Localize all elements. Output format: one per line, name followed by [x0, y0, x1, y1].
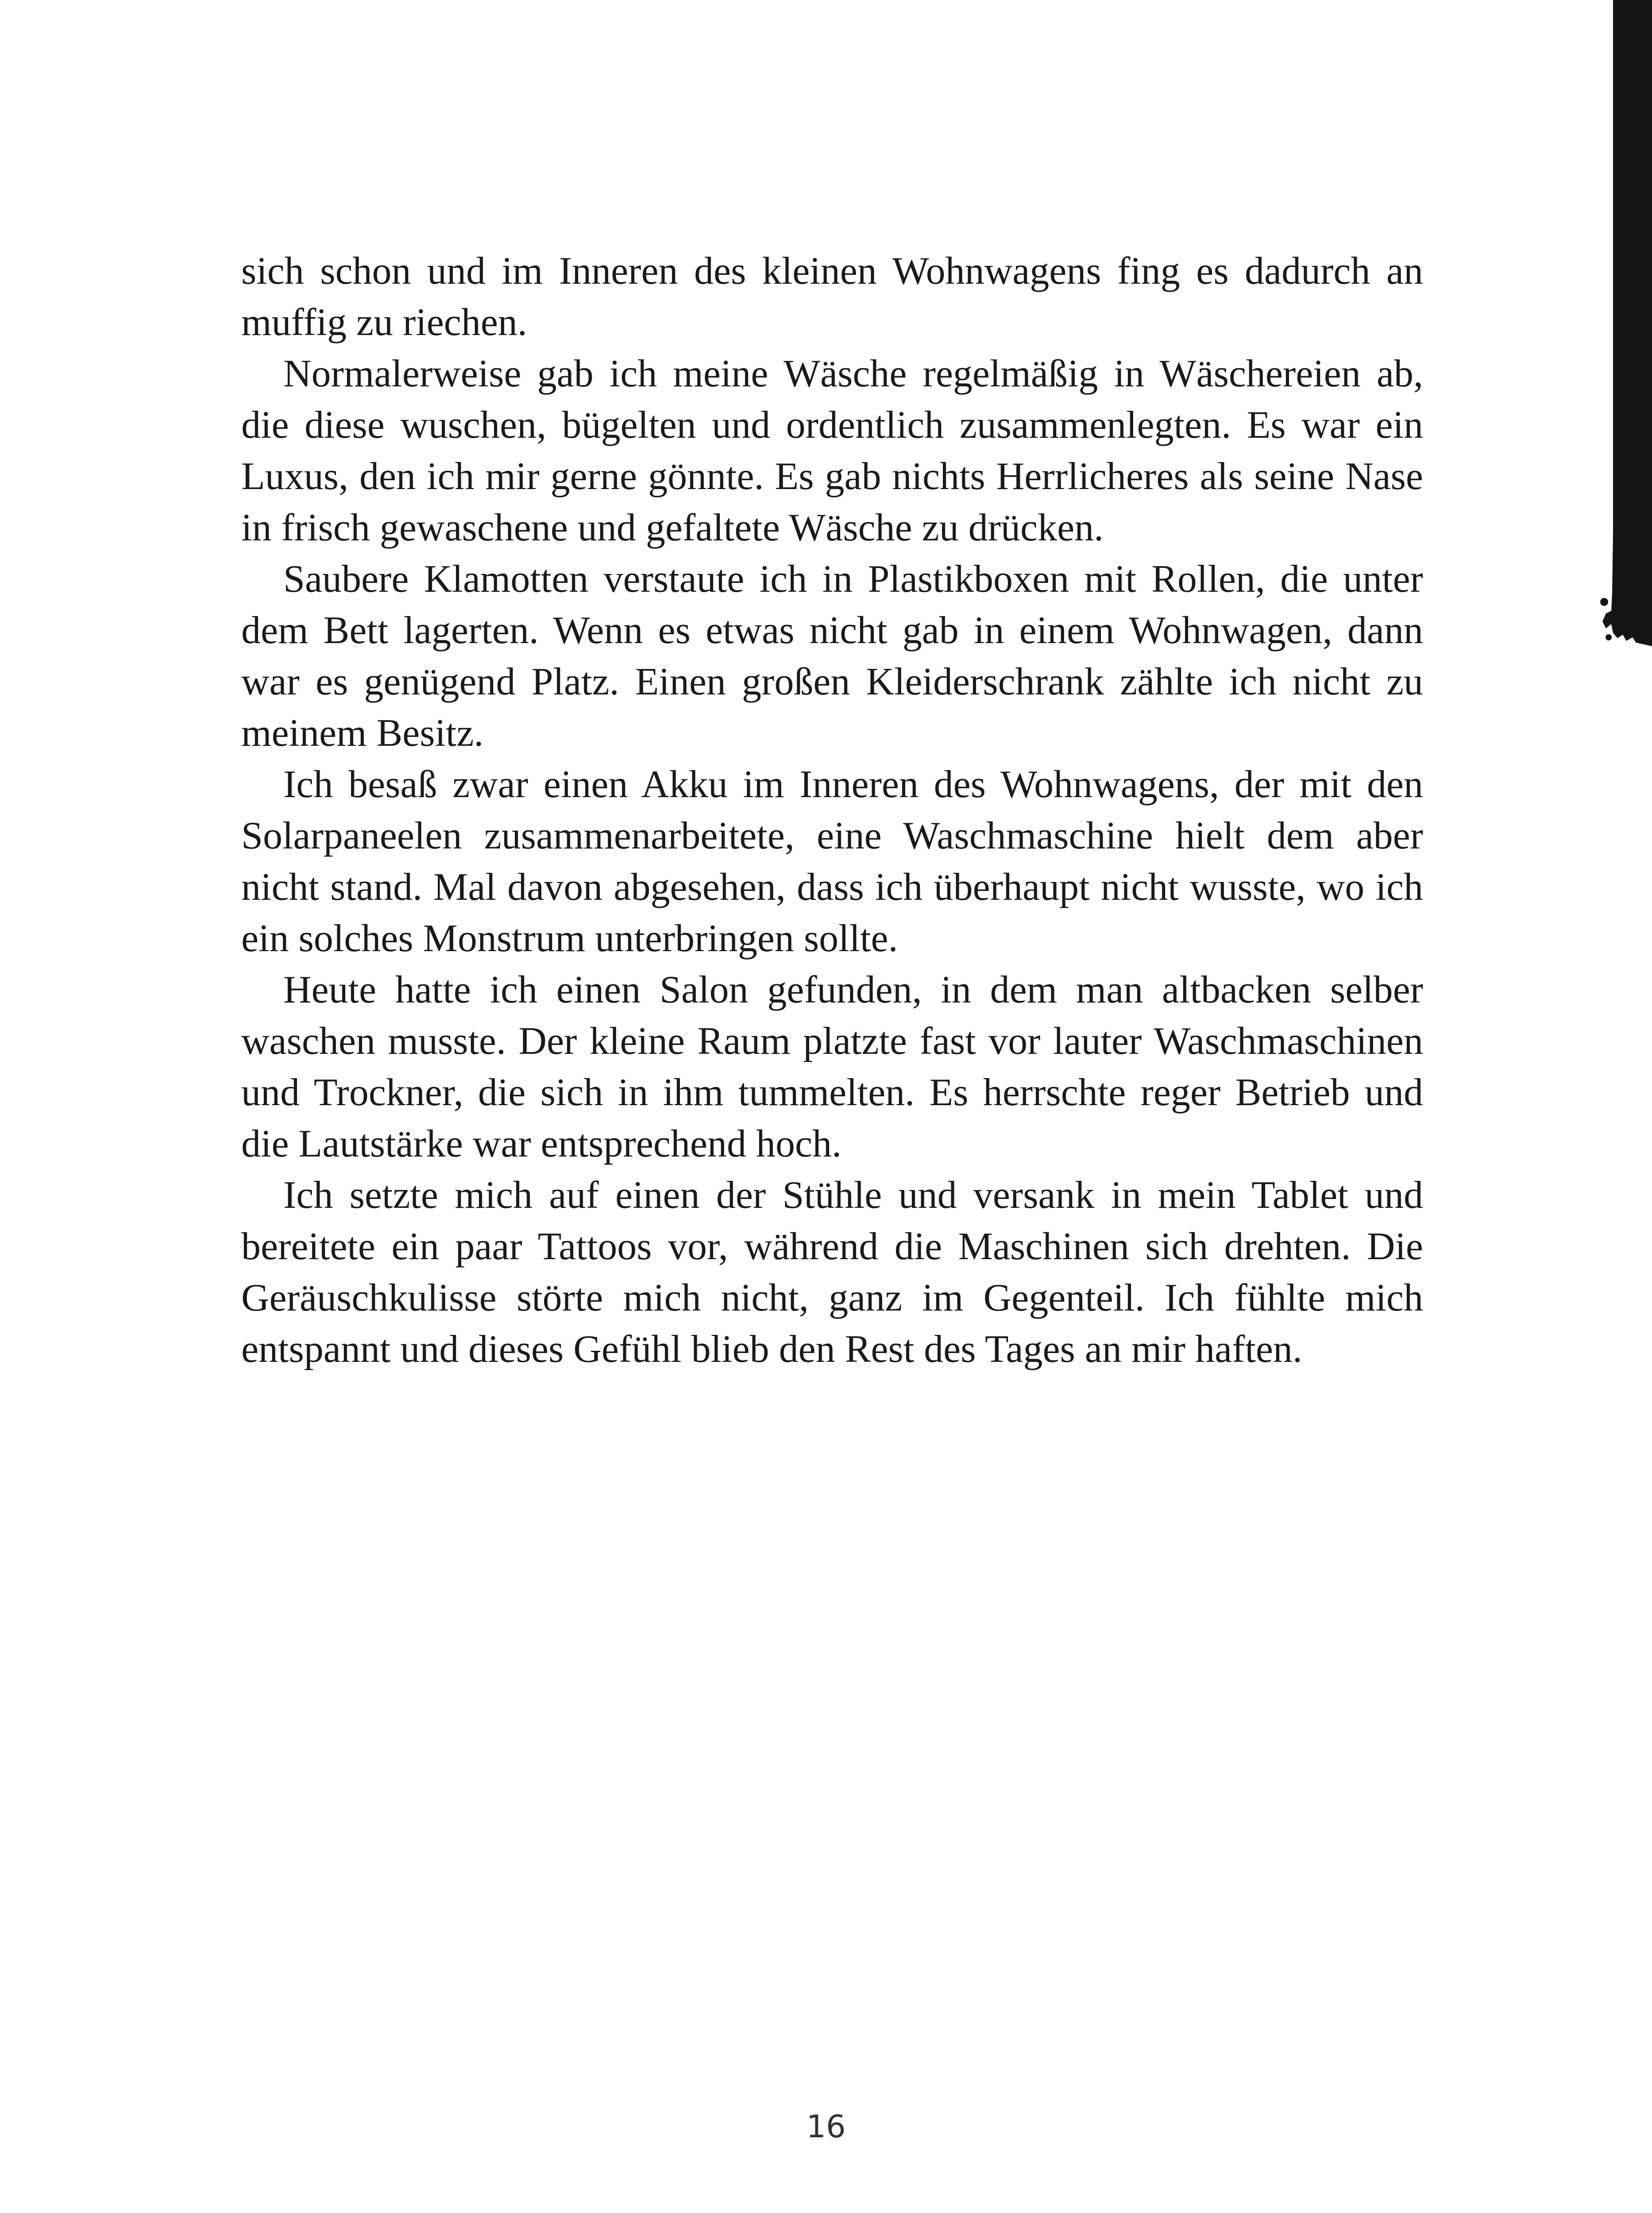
paragraph-6: Ich setzte mich auf einen der Stühle und versank in mein Tablet und bereitete ein paar Tattoos vor, während die Maschinen sich drehten. Die Geräuschkulisse störte mich nicht, ganz im Gegenteil. Ich fühlte mich entspannt und dieses Gefühl blieb den Rest des Tages an mir haften. [241, 1174, 1423, 1371]
page-edge-ink-mark [1600, 0, 1652, 646]
paragraph-3: Saubere Klamotten verstaute ich in Plastikboxen mit Rollen, die unter dem Bett lagerten. Wenn es etwas nicht gab in einem Wohnwagen, dann war es genügend Platz. Einen großen Kleiderschrank zählte ich nicht zu meinem Besitz. [241, 558, 1423, 755]
paragraph-1: sich schon und im Inneren des kleinen Wohnwagens fing es dadurch an muffig zu riechen. [241, 250, 1423, 344]
paragraph-2: Normalerweise gab ich meine Wäsche regelmäßig in Wäschereien ab, die diese wuschen, bügelten und ordentlich zusammenlegten. Es war ein Luxus, den ich mir gerne gönnte. Es gab nichts Herrlicheres als seine Nase in frisch gewaschene und gefaltete Wäsche zu drücken. [241, 352, 1423, 549]
paragraph-5: Heute hatte ich einen Salon gefunden, in dem man altbacken selber waschen musste. Der kleine Raum platzte fast vor lauter Waschmaschinen und Trockner, die sich in ihm tummelten. Es herrschte reger Betrieb und die Lautstärke war entsprechend hoch. [241, 968, 1423, 1165]
page-number: 16 [806, 2109, 846, 2145]
body-text [241, 246, 1423, 1375]
paragraph-4: Ich besaß zwar einen Akku im Inneren des Wohnwagens, der mit den Solarpaneelen zusammenarbeitete, eine Waschmaschine hielt dem aber nicht stand. Mal davon abgesehen, dass ich überhaupt nicht wusste, wo ich ein solches Monstrum unterbringen sollte. [241, 763, 1423, 960]
